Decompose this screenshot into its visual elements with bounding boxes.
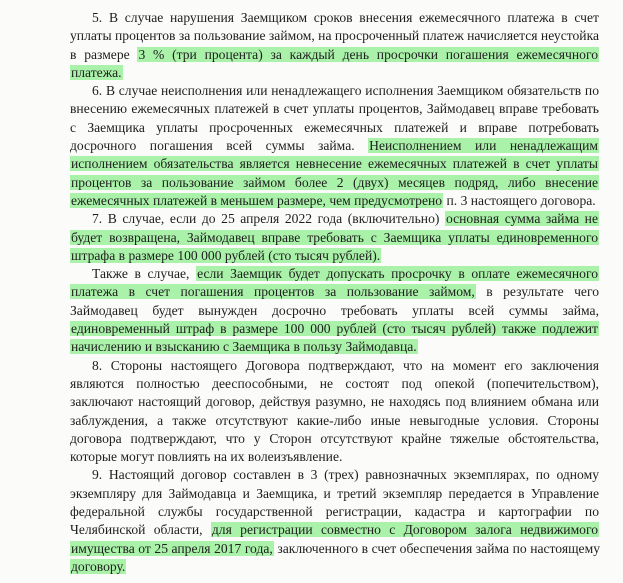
highlighted-text: единовременный штраф в размере 100 000 рублей (сто тысяч рублей) также подлежит начислению и взысканию с Заемщика в пользу Займодавца. <box>71 321 598 355</box>
paragraph-7b-text-mid: в результате чего Займодавец будет вынужден досрочно требовать уплаты всей суммы займа, <box>70 284 600 318</box>
paragraph-9 <box>70 466 599 576</box>
highlighted-text: если Заемщик будет допускать просрочку в оплате ежемесячного платежа в счет погашения процентов за пользование займом, <box>71 266 598 300</box>
paragraph-5 <box>70 9 599 82</box>
paragraph-8 <box>70 357 599 467</box>
paragraph-7b-text: Также в случае, <box>92 266 197 282</box>
highlighted-text: для регистрации совместно с Договором залога недвижимого имущества от 25 апреля 2017 года, <box>71 522 598 556</box>
highlighted-text: договору. <box>71 558 126 574</box>
paragraph-5-text: 5. В случае нарушения Заемщиком сроков внесения ежемесячного платежа в счет уплаты процентов за пользование займом, на просроченный платеж начисляется неустойка в размере <box>70 10 599 62</box>
paragraph-6-text-end: п. 3 настоящего договора. <box>443 192 596 208</box>
paragraph-9-text: 9. Настоящий договор составлен в 3 (трех) равнозначных экземплярах, по одному экземпляру для Займодавца и Заемщика, и третий экземпляр передается в Управление федеральной службы государственной регистрации, кадастра и картографии по Челябинской области, <box>70 467 599 538</box>
paragraph-7-continued <box>70 265 599 356</box>
paragraph-6 <box>70 82 599 210</box>
highlighted-text: основная сумма займа не будет возвращена, Займодавец вправе требовать с Заемщика уплаты единовременного штрафа в размере 100 000 рублей (сто тысяч рублей). <box>71 211 598 263</box>
paragraph-7 <box>70 210 599 265</box>
highlighted-text: Неисполнением или ненадлежащим исполнением обязательства является невнесение ежемесячных платежей в счет уплаты процентов за пользование займом более 2 (двух) месяцев подряд, либо внесение ежемесячных платежей в меньшем размере, чем предусмотрено <box>71 138 598 208</box>
paragraph-8-text: 8. Стороны настоящего Договора подтверждают, что на момент его заключения являются полностью дееспособными, не состоят под опекой (попечительством), заключают настоящий договор, действуя разумно, не находясь под влиянием обмана или заблуждения, а также отсутствуют какие-либо иные невыгодные условия. Стороны договора подтверждают, что у Сторон отсутствуют крайне тяжелые обстоятельства, которые могут повлиять на их волеизъявление. <box>70 357 599 465</box>
paragraph-7-text: 7. В случае, если до 25 апреля 2022 года (включительно) <box>92 211 445 227</box>
paragraph-6-text: 6. В случае неисполнения или ненадлежащего исполнения Заемщиком обязательств по внесению ежемесячных платежей в счет уплаты процентов, Займодавец вправе требовать с Заемщика уплаты просроченных ежемесячных платежей и вправе потребовать досрочного погашения всей суммы займа. <box>70 83 599 154</box>
highlighted-text: 3 % (три процента) за каждый день просрочки погашения ежемесячного платежа. <box>71 46 598 80</box>
paragraph-9-text-mid: заключенного в счет обеспечения займа по настоящему <box>273 540 600 556</box>
